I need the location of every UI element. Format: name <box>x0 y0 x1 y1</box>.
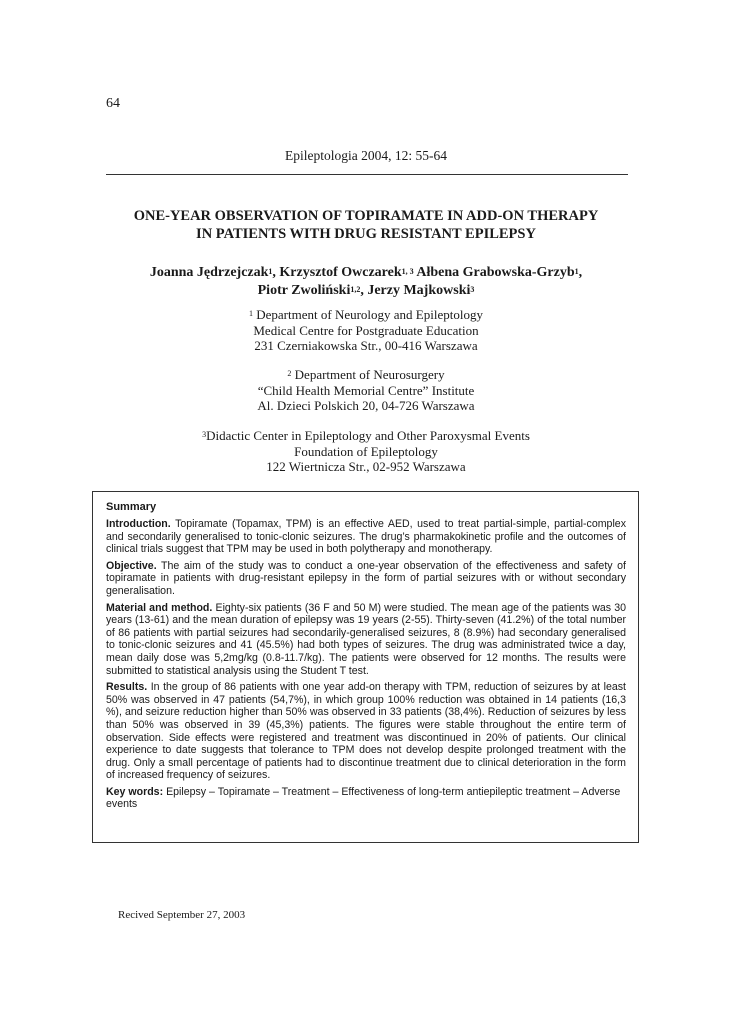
affiliation-line: Foundation of Epileptology <box>294 443 438 459</box>
author-affiliation-sup: 1,2 <box>350 285 361 294</box>
author-name: Ałbena Grabowska-Grzyb <box>416 265 575 280</box>
section-label: Results. <box>106 681 148 694</box>
affiliation-3 <box>106 428 626 475</box>
affiliation-line: Al. Dzieci Polskich 20, 04-726 Warszawa <box>257 398 475 413</box>
summary-introduction <box>106 518 626 556</box>
affiliation-1 <box>106 307 626 354</box>
section-label: Key words: <box>106 785 164 798</box>
section-text: Epilepsy – Topiramate – Treatment – Effectiveness of long-term antiepileptic treatment – Adverse events <box>106 785 621 811</box>
section-text: The aim of the study was to conduct a one-year observation of the effectiveness and safety of topiramate in patients with drug-resistant epilepsy in the form of partial seizures with or without secondary generalisation. <box>106 559 626 597</box>
author-name: Piotr Zwoliński <box>257 283 351 298</box>
received-date: Recived September 27, 2003 <box>118 909 246 921</box>
author-separator: , <box>360 283 368 298</box>
header-rule <box>106 174 628 175</box>
affiliation-line: “Child Health Memorial Centre” Institute <box>257 382 475 398</box>
affiliation-line: Department of Neurosurgery <box>294 367 445 382</box>
title-line: ONE-YEAR OBSERVATION OF TOPIRAMATE IN ADD-ON THERAPY <box>133 208 599 224</box>
section-label: Objective. <box>106 559 157 572</box>
affiliation-line: Department of Neurology and Epileptology <box>256 307 483 322</box>
summary-box <box>92 491 639 843</box>
article-title <box>106 207 626 243</box>
author-affiliation-sup: 1 <box>268 267 273 276</box>
section-text: Eighty-six patients (36 F and 50 M) were studied. The mean age of the patients was 30 years (13-61) and the mean duration of epilepsy was 19 years (2-55). Thirty-seven (41.2%) of the total number of 86 patients with partial seizures had secondarily-generalised seizures, 8 (8.9%) had secondary generalised to tonic-clonic seizures and 41 (45.5%) had both types of seizures. The drug was administrated twice a day, mean daily dose was 5,2mg/kg (0.8-11.7/kg). The patients were observed for 12 months. The results were submitted to statistical analysis using the Student T test. <box>106 601 627 677</box>
author-separator: , <box>272 265 280 280</box>
author-affiliation-sup: 1 <box>574 267 579 276</box>
summary-results <box>106 681 626 782</box>
page-number: 64 <box>106 96 120 111</box>
affiliation-2 <box>106 367 626 414</box>
affiliation-line: 122 Wiertnicza Str., 02-952 Warszawa <box>266 459 466 474</box>
section-label: Material and method. <box>106 601 213 614</box>
section-text: Topiramate (Topamax, TPM) is an effective AED, used to treat partial-simple, partial-complex and secondarily generalised to tonic-clonic seizures. The drug’s pharmakokinetic profile and the outcomes of clinical trials suggest that TPM may be used in both polytherapy and monotherapy. <box>106 518 626 556</box>
affiliation-line: 231 Czerniakowska Str., 00-416 Warszawa <box>254 338 478 353</box>
summary-key-words <box>106 786 626 811</box>
affiliation-line: Medical Centre for Postgraduate Education <box>253 322 479 338</box>
affiliation-line: Didactic Center in Epileptology and Other Paroxysmal Events <box>206 428 530 443</box>
summary-heading: Summary <box>106 501 157 513</box>
author-line <box>106 264 626 282</box>
title-line: IN PATIENTS WITH DRUG RESISTANT EPILEPSY <box>196 226 536 242</box>
summary-objective <box>106 560 626 598</box>
affiliation-sup: 3 <box>202 430 207 439</box>
affiliation-sup: 1 <box>249 309 253 318</box>
author-name: Joanna Jędrzejczak <box>149 265 269 280</box>
author-affiliation-sup: 3 <box>470 285 475 294</box>
author-separator: , <box>578 265 583 280</box>
section-label: Introduction. <box>106 518 171 530</box>
author-name: Krzysztof Owczarek <box>279 265 402 280</box>
summary-material-method <box>106 602 626 678</box>
author-name: Jerzy Majkowski <box>367 283 471 298</box>
journal-reference: Epileptologia 2004, 12: 55-64 <box>285 148 447 163</box>
section-text: In the group of 86 patients with one year add-on therapy with TPM, reduction of seizures by at least 50% was observed in 47 patients (54,7%), in which group 100% reduction was obtained in 14 patients (16,3 %), and seizure reduction higher than 50% was observed in 33 patients (38,4%). Reduction of seizures by less than 50% was observed in 39 (45,3%) patients. The figures were stable throughout the entire term of observation. Side effects were registered and treatment was discontinued in 20% of patients. Our clinical experience to date suggests that tolerance to TPM does not develop despite prolonged treatment with the drug. Only a small percentage of patients had to discontinue treatment due to clinical deterioration in the form of increased frequency of seizures. <box>106 681 626 782</box>
author-affiliation-sup: 1, 3 <box>401 267 414 276</box>
author-list <box>106 264 626 300</box>
affiliation-sup: 2 <box>287 369 292 378</box>
author-line <box>106 282 626 300</box>
